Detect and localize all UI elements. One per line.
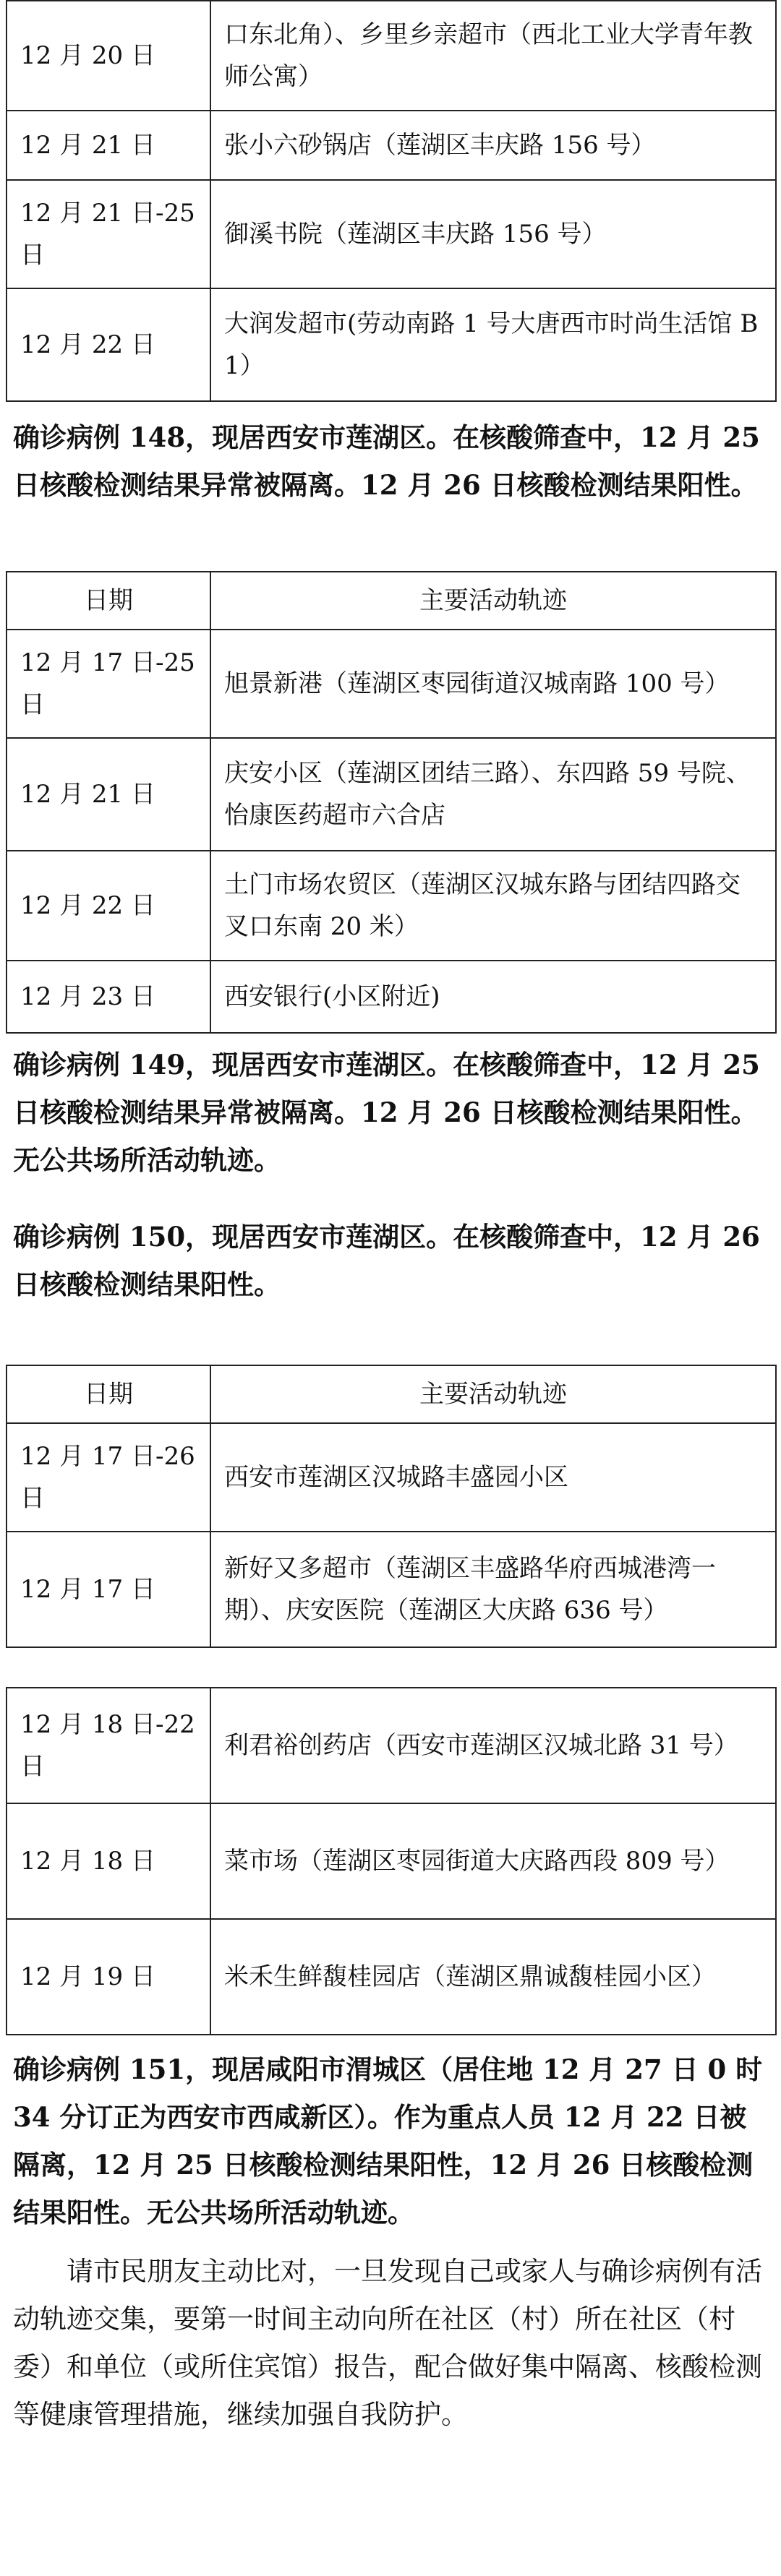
case-150-text: 确诊病例 150，现居西安市莲湖区。在核酸筛查中，12 月 26 日核酸检测结果阳性。 [13,1221,760,1300]
table-row [7,1803,776,1919]
date-cell: 12 月 21 日 [7,111,210,180]
track-cell: 土门市场农贸区（莲湖区汉城东路与团结四路交叉口东南 20 米） [210,851,776,961]
column-header-track: 主要活动轨迹 [210,1365,776,1423]
track-table-2-wrap [0,571,781,1034]
track-cell: 庆安小区（莲湖区团结三路）、东四路 59 号院、怡康医药超市六合店 [210,738,776,851]
table-row [7,851,776,961]
column-header-date: 日期 [7,1365,210,1423]
table-row [7,111,776,180]
date-cell: 12 月 17 日-26 日 [7,1423,210,1532]
track-table-continued [0,0,781,402]
track-table-3 [6,1365,777,1648]
track-table-1 [6,0,777,402]
table-row [7,288,776,401]
track-table-4 [6,1687,777,2035]
track-cell: 西安市莲湖区汉城路丰盛园小区 [210,1423,776,1532]
column-header-date: 日期 [7,572,210,630]
track-cell: 米禾生鲜馥桂园店（莲湖区鼎诚馥桂园小区） [210,1919,776,2035]
column-header-track: 主要活动轨迹 [210,572,776,630]
track-table-2 [6,571,777,1034]
date-cell: 12 月 22 日 [7,288,210,401]
table-row [7,1,776,111]
date-cell: 12 月 21 日 [7,738,210,851]
table-row [7,1532,776,1647]
track-cell: 利君裕创药店（西安市莲湖区汉城北路 31 号） [210,1688,776,1803]
track-cell: 新好又多超市（莲湖区丰盛路华府西城港湾一期）、庆安医院（莲湖区大庆路 636 号） [210,1532,776,1647]
case-148-text: 确诊病例 148，现居西安市莲湖区。在核酸筛查中，12 月 25 日核酸检测结果异常被隔离。12 月 26 日核酸检测结果阳性。 [13,421,760,501]
table-row [7,630,776,738]
case-151-text: 确诊病例 151，现居咸阳市渭城区（居住地 12 月 27 日 0 时 34 分订正为西安市西咸新区）。作为重点人员 12 月 22 日被隔离，12 月 25 日核酸检测结果阳性，12 月 26 日核酸检测结果阳性。无公共场所活动轨迹。 [13,2053,763,2228]
track-table-4-wrap [0,1687,781,2035]
case-149-text: 确诊病例 149，现居西安市莲湖区。在核酸筛查中，12 月 25 日核酸检测结果异常被隔离。12 月 26 日核酸检测结果阳性。无公共场所活动轨迹。 [13,1049,760,1176]
track-cell: 西安银行(小区附近) [210,961,776,1033]
date-cell: 12 月 20 日 [7,1,210,111]
track-cell: 口东北角）、乡里乡亲超市（西北工业大学青年教师公寓） [210,1,776,111]
table-header-row [7,572,776,630]
table-header-row [7,1365,776,1423]
track-cell: 菜市场（莲湖区枣园街道大庆路西段 809 号） [210,1803,776,1919]
track-cell: 大润发超市(劳动南路 1 号大唐西市时尚生活馆 B1） [210,288,776,401]
track-cell: 张小六砂锅店（莲湖区丰庆路 156 号） [210,111,776,180]
date-cell: 12 月 17 日 [7,1532,210,1647]
date-cell: 12 月 18 日-22 日 [7,1688,210,1803]
table-row [7,1919,776,2035]
table-row [7,961,776,1033]
table-row [7,1688,776,1803]
table-row [7,180,776,288]
date-cell: 12 月 18 日 [7,1803,210,1919]
date-cell: 12 月 19 日 [7,1919,210,2035]
date-cell: 12 月 21 日-25 日 [7,180,210,288]
table-row [7,738,776,851]
date-cell: 12 月 23 日 [7,961,210,1033]
track-cell: 旭景新港（莲湖区枣园街道汉城南路 100 号） [210,630,776,738]
date-cell: 12 月 22 日 [7,851,210,961]
table-row [7,1423,776,1532]
track-table-3-wrap [0,1365,781,1648]
track-cell: 御溪书院（莲湖区丰庆路 156 号） [210,180,776,288]
date-cell: 12 月 17 日-25 日 [7,630,210,738]
public-notice-text: 请市民朋友主动比对，一旦发现自己或家人与确诊病例有活动轨迹交集，要第一时间主动向所在社区（村）所在社区（村委）和单位（或所住宾馆）报告，配合做好集中隔离、核酸检测等健康管理措施，继续加强自我防护。 [13,2256,762,2430]
